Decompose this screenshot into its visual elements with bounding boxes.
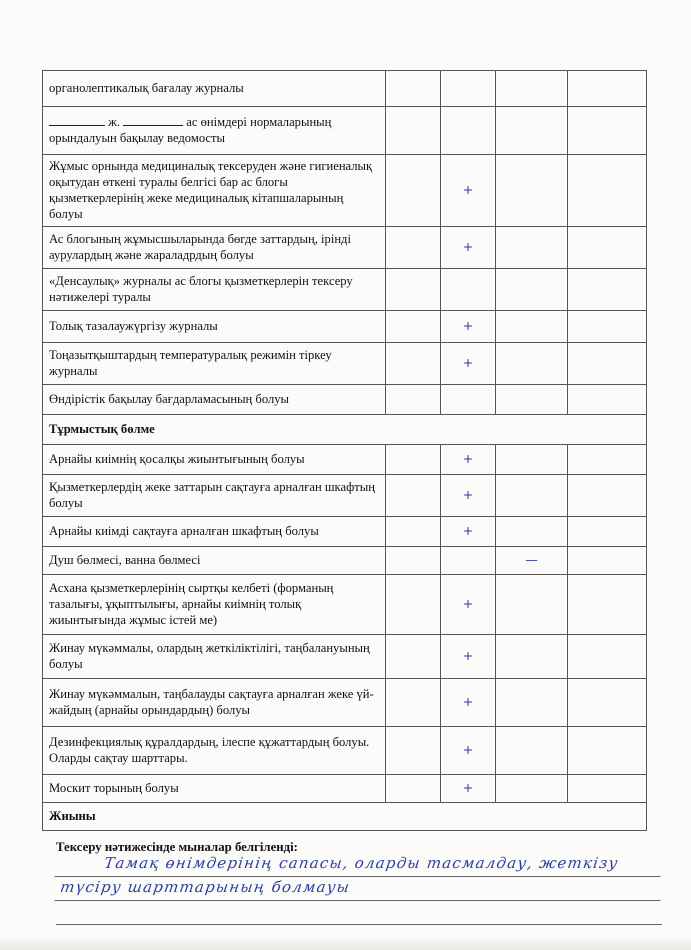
mark-cell	[386, 227, 441, 269]
mark-cell	[386, 475, 441, 517]
row-label: органолептикалық бағалау журналы	[43, 71, 386, 107]
table-row	[43, 385, 647, 415]
mark-cell	[496, 269, 568, 311]
mark-cell	[568, 343, 647, 385]
total-heading: Жиыны	[43, 803, 647, 831]
mark-cell	[386, 727, 441, 775]
row-label: Жинау мүкәммалын, таңбалауды сақтауға арналған жеке үй-жайдың (арнайы орындардың) болуы	[43, 679, 386, 727]
mark-cell	[496, 71, 568, 107]
mark-cell	[568, 155, 647, 227]
row-label: Москит торының болуы	[43, 775, 386, 803]
mark-cell	[386, 635, 441, 679]
mark-cell	[568, 71, 647, 107]
blank-line	[56, 924, 662, 925]
table-row	[43, 107, 647, 155]
mark-cell	[386, 775, 441, 803]
mark-cell	[386, 343, 441, 385]
mark-cell	[386, 155, 441, 227]
mark-cell	[441, 385, 496, 415]
mark-cell	[441, 547, 496, 575]
mark-cell	[568, 227, 647, 269]
row-label: Жұмыс орнында медициналық тексеруден және гигиеналық оқытудан өткені туралы белгісі бар ас блогы қызметкерлерінің жеке медициналық кітапшаларының болуы	[43, 155, 386, 227]
plus-mark: +	[441, 343, 496, 385]
mark-cell	[568, 311, 647, 343]
row-label: Толық тазалаужүргізу журналы	[43, 311, 386, 343]
mark-cell	[441, 107, 496, 155]
row-label: Дезинфекциялық құралдардың, ілеспе құжаттардың болуы. Оларды сақтау шарттары.	[43, 727, 386, 775]
mark-cell	[568, 517, 647, 547]
mark-cell	[568, 475, 647, 517]
conclusion-block	[56, 840, 656, 896]
table-row	[43, 517, 647, 547]
mark-cell	[386, 107, 441, 155]
plus-mark: +	[441, 311, 496, 343]
mark-cell	[496, 311, 568, 343]
plus-mark: +	[441, 775, 496, 803]
inspection-checklist-table	[42, 70, 647, 831]
mark-cell	[386, 547, 441, 575]
table-row	[43, 269, 647, 311]
table-row	[43, 679, 647, 727]
scan-page-edge	[0, 936, 691, 950]
mark-cell	[496, 517, 568, 547]
plus-mark: +	[441, 727, 496, 775]
mark-cell	[386, 445, 441, 475]
mark-cell	[496, 475, 568, 517]
mark-cell	[568, 575, 647, 635]
mark-cell	[441, 71, 496, 107]
plus-mark: +	[441, 575, 496, 635]
plus-mark: +	[441, 445, 496, 475]
table-row	[43, 775, 647, 803]
table-row	[43, 445, 647, 475]
handwritten-note-line-2: түсіру шарттарының болмауы	[54, 878, 663, 901]
table-row	[43, 727, 647, 775]
section-heading: Тұрмыстық бөлме	[43, 415, 647, 445]
section-row	[43, 415, 647, 445]
mark-cell	[568, 775, 647, 803]
mark-cell	[568, 269, 647, 311]
mark-cell	[386, 269, 441, 311]
mark-cell	[496, 727, 568, 775]
dash-mark: —	[496, 547, 568, 575]
mark-cell	[568, 445, 647, 475]
year-abbrev: ж.	[105, 115, 124, 129]
mark-cell	[568, 635, 647, 679]
plus-mark: +	[441, 635, 496, 679]
mark-cell	[496, 343, 568, 385]
row-label: Асхана қызметкерлерінің сыртқы келбеті (форманың тазалығы, ұқыптылығы, арнайы киімнің толық жиынтығында жұмыс істей ме)	[43, 575, 386, 635]
blank-field	[49, 125, 105, 126]
mark-cell	[496, 635, 568, 679]
mark-cell	[568, 385, 647, 415]
row-label: Тоңазытқыштардың температуралық режимін тіркеу журналы	[43, 343, 386, 385]
mark-cell	[386, 385, 441, 415]
mark-cell	[386, 517, 441, 547]
table-row	[43, 155, 647, 227]
conclusion-label: Тексеру нәтижесінде мыналар белгіленді:	[56, 840, 298, 854]
mark-cell	[568, 547, 647, 575]
mark-cell	[568, 679, 647, 727]
table-row	[43, 635, 647, 679]
row-label-text: ас өнімдері нормаларының орындалуын бақылау ведомосты	[49, 115, 332, 145]
plus-mark: +	[441, 517, 496, 547]
blank-field	[123, 125, 183, 126]
table-row	[43, 475, 647, 517]
row-label: Арнайы киімді сақтауға арналған шкафтың болуы	[43, 517, 386, 547]
mark-cell	[496, 227, 568, 269]
mark-cell	[386, 575, 441, 635]
plus-mark: +	[441, 679, 496, 727]
row-label: Ас блогының жұмысшыларында бөгде заттардың, ірінді аурулардың және жараладрдың болуы	[43, 227, 386, 269]
mark-cell	[496, 445, 568, 475]
row-label: «Денсаулық» журналы ас блогы қызметкерлерін тексеру нәтижелері туралы	[43, 269, 386, 311]
row-label: Арнайы киімнің қосалқы жиынтығының болуы	[43, 445, 386, 475]
mark-cell	[496, 107, 568, 155]
mark-cell	[496, 575, 568, 635]
plus-mark: +	[441, 227, 496, 269]
mark-cell	[568, 727, 647, 775]
table-row	[43, 343, 647, 385]
mark-cell	[496, 155, 568, 227]
table-row	[43, 71, 647, 107]
mark-cell	[441, 269, 496, 311]
row-label: Душ бөлмесі, ванна бөлмесі	[43, 547, 386, 575]
table-row	[43, 575, 647, 635]
mark-cell	[568, 107, 647, 155]
mark-cell	[496, 679, 568, 727]
plus-mark: +	[441, 475, 496, 517]
mark-cell	[496, 385, 568, 415]
row-label: Жинау мүкәммалы, олардың жеткіліктілігі, таңбалануының болуы	[43, 635, 386, 679]
mark-cell	[386, 311, 441, 343]
mark-cell	[496, 775, 568, 803]
row-label: Қызметкерлердің жеке заттарын сақтауға арналған шкафтың болуы	[43, 475, 386, 517]
mark-cell	[386, 679, 441, 727]
table-row	[43, 227, 647, 269]
handwritten-note-line-1: Тамақ өнімдерінің сапасы, оларды тасмалдау, жеткізу	[54, 854, 663, 877]
plus-mark: +	[441, 155, 496, 227]
table-row	[43, 547, 647, 575]
row-label: Өндірістік бақылау бағдарламасының болуы	[43, 385, 386, 415]
mark-cell	[386, 71, 441, 107]
table-row	[43, 311, 647, 343]
section-row	[43, 803, 647, 831]
row-label-menu-statement	[43, 107, 386, 155]
